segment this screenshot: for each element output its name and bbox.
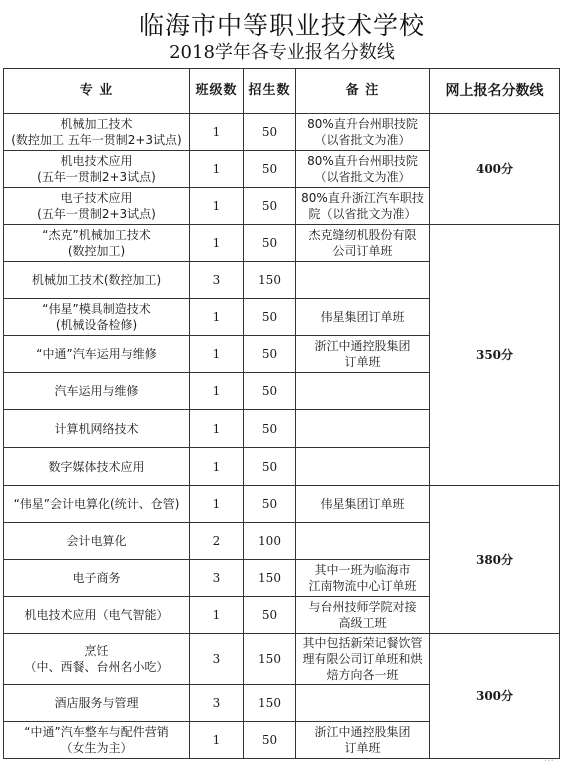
note-cell xyxy=(296,685,430,722)
table-row xyxy=(4,114,560,151)
enroll-cell: 100 xyxy=(244,523,296,560)
major-cell: “伟星”会计电算化(统计、仓管) xyxy=(4,486,190,523)
major-cell: 机械加工技术(数控加工) xyxy=(4,262,190,299)
classes-cell: 1 xyxy=(190,151,244,188)
classes-cell: 1 xyxy=(190,188,244,225)
note-cell xyxy=(296,373,430,410)
major-cell: 酒店服务与管理 xyxy=(4,685,190,722)
classes-cell: 1 xyxy=(190,722,244,759)
major-cell: 机械加工技术 (数控加工 五年一贯制2+3试点) xyxy=(4,114,190,151)
classes-cell: 1 xyxy=(190,486,244,523)
watermark: ··· xyxy=(543,754,554,767)
enroll-cell: 50 xyxy=(244,188,296,225)
enroll-cell: 150 xyxy=(244,262,296,299)
note-cell: 杰克缝纫机股份有限 公司订单班 xyxy=(296,225,430,262)
enroll-cell: 50 xyxy=(244,373,296,410)
major-cell: 会计电算化 xyxy=(4,523,190,560)
note-cell xyxy=(296,523,430,560)
note-cell: 其中一班为临海市 江南物流中心订单班 xyxy=(296,560,430,597)
major-cell: “杰克”机械加工技术 (数控加工) xyxy=(4,225,190,262)
note-cell: 其中包括新荣记餐饮管 理有限公司订单班和烘 焙方向各一班 xyxy=(296,634,430,685)
enroll-cell: 150 xyxy=(244,685,296,722)
enroll-cell: 50 xyxy=(244,410,296,448)
note-cell: 80%直升浙江汽车职技 院（以省批文为准） xyxy=(296,188,430,225)
enroll-cell: 50 xyxy=(244,448,296,486)
table-header-row xyxy=(4,69,560,114)
note-cell: 与台州技师学院对接 高级工班 xyxy=(296,597,430,634)
classes-cell: 1 xyxy=(190,299,244,336)
enroll-cell: 150 xyxy=(244,634,296,685)
classes-cell: 1 xyxy=(190,448,244,486)
classes-cell: 1 xyxy=(190,225,244,262)
header-major: 专 业 xyxy=(4,69,190,114)
enroll-cell: 150 xyxy=(244,560,296,597)
page-title: 临海市中等职业技术学校 xyxy=(138,11,425,40)
note-cell: 80%直升台州职技院 （以省批文为准） xyxy=(296,114,430,151)
note-cell: 80%直升台州职技院 （以省批文为准） xyxy=(296,151,430,188)
classes-cell: 1 xyxy=(190,336,244,373)
classes-cell: 2 xyxy=(190,523,244,560)
classes-cell: 3 xyxy=(190,560,244,597)
enroll-cell: 50 xyxy=(244,597,296,634)
score-cell: 400分 xyxy=(430,114,560,225)
score-cell: 350分 xyxy=(430,225,560,486)
enroll-cell: 50 xyxy=(244,336,296,373)
score-cell: 380分 xyxy=(430,486,560,634)
note-cell xyxy=(296,448,430,486)
note-cell xyxy=(296,262,430,299)
major-cell: 烹饪 （中、西餐、台州名小吃） xyxy=(4,634,190,685)
classes-cell: 1 xyxy=(190,114,244,151)
major-cell: “中通”汽车整车与配件营销 （女生为主） xyxy=(4,722,190,759)
enroll-cell: 50 xyxy=(244,114,296,151)
note-cell: 浙江中通控股集团 订单班 xyxy=(296,336,430,373)
classes-cell: 3 xyxy=(190,262,244,299)
header-classes: 班级数 xyxy=(190,69,244,114)
major-cell: “伟星”模具制造技术 (机械设备检修) xyxy=(4,299,190,336)
table-body xyxy=(4,114,560,759)
note-cell: 伟星集团订单班 xyxy=(296,299,430,336)
enroll-cell: 50 xyxy=(244,486,296,523)
major-cell: 电子商务 xyxy=(4,560,190,597)
major-cell: “中通”汽车运用与维修 xyxy=(4,336,190,373)
major-cell: 数字媒体技术应用 xyxy=(4,448,190,486)
header-enroll: 招生数 xyxy=(244,69,296,114)
enroll-cell: 50 xyxy=(244,225,296,262)
enroll-cell: 50 xyxy=(244,299,296,336)
classes-cell: 3 xyxy=(190,634,244,685)
major-cell: 机电技术应用（电气智能） xyxy=(4,597,190,634)
page-subtitle: 2018学年各专业报名分数线 xyxy=(169,42,395,63)
classes-cell: 3 xyxy=(190,685,244,722)
header-note: 备 注 xyxy=(296,69,430,114)
table-row xyxy=(4,486,560,523)
major-cell: 计算机网络技术 xyxy=(4,410,190,448)
major-cell: 机电技术应用 (五年一贯制2+3试点) xyxy=(4,151,190,188)
note-cell: 伟星集团订单班 xyxy=(296,486,430,523)
major-cell: 汽车运用与维修 xyxy=(4,373,190,410)
classes-cell: 1 xyxy=(190,597,244,634)
table-row xyxy=(4,225,560,262)
score-cell: 300分 xyxy=(430,634,560,759)
classes-cell: 1 xyxy=(190,373,244,410)
classes-cell: 1 xyxy=(190,410,244,448)
note-cell xyxy=(296,410,430,448)
header-score: 网上报名分数线 xyxy=(430,69,560,114)
enrollment-table xyxy=(3,68,560,759)
enroll-cell: 50 xyxy=(244,151,296,188)
table-row xyxy=(4,634,560,685)
note-cell: 浙江中通控股集团 订单班 xyxy=(296,722,430,759)
enroll-cell: 50 xyxy=(244,722,296,759)
major-cell: 电子技术应用 (五年一贯制2+3试点) xyxy=(4,188,190,225)
